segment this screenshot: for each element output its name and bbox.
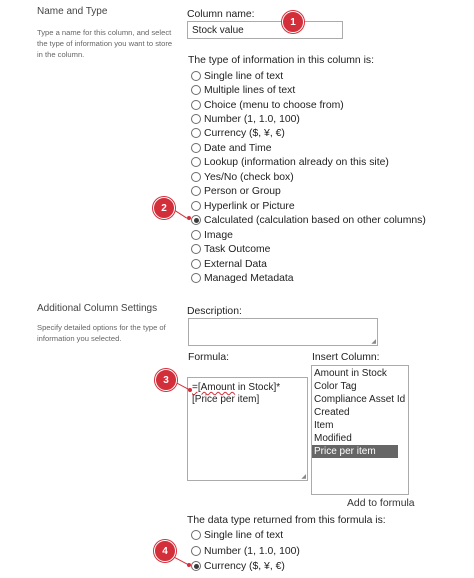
list-item-color-tag[interactable]: Color Tag — [314, 381, 357, 392]
column-name-input[interactable] — [187, 21, 343, 39]
radio-option-multiple-lines[interactable]: Multiple lines of text — [191, 83, 295, 97]
radio-button[interactable] — [191, 157, 201, 167]
section-title-additional-settings: Additional Column Settings — [37, 303, 158, 314]
radio-button[interactable] — [191, 201, 201, 211]
column-name-label: Column name: — [187, 9, 255, 20]
callout-badge-2: 2 — [153, 197, 175, 219]
formula-text: in Stock]*[Price per item] — [192, 382, 281, 405]
description-textarea[interactable] — [188, 318, 378, 346]
radio-option-date-time[interactable]: Date and Time — [191, 141, 272, 155]
return-option-number[interactable]: Number (1, 1.0, 100) — [191, 544, 300, 558]
resize-handle-icon[interactable]: ◢ — [301, 474, 306, 480]
radio-button[interactable] — [191, 273, 201, 283]
radio-button[interactable] — [191, 259, 201, 269]
radio-option-person-group[interactable]: Person or Group — [191, 184, 281, 198]
list-item-compliance-asset-id[interactable]: Compliance Asset Id — [314, 394, 406, 405]
column-type-label: The type of information in this column is: — [188, 55, 374, 66]
radio-button-selected[interactable] — [191, 561, 201, 571]
formula-label: Formula: — [188, 352, 229, 363]
section-title-name-type: Name and Type — [37, 6, 108, 17]
radio-option-calculated[interactable]: Calculated (calculation based on other columns) — [191, 213, 426, 227]
callout-badge-4: 4 — [154, 540, 176, 562]
radio-button[interactable] — [191, 186, 201, 196]
radio-button[interactable] — [191, 100, 201, 110]
radio-button[interactable] — [191, 230, 201, 240]
description-label: Description: — [187, 306, 242, 317]
radio-button[interactable] — [191, 530, 201, 540]
radio-button[interactable] — [191, 114, 201, 124]
radio-option-yes-no[interactable]: Yes/No (check box) — [191, 170, 294, 184]
callout-badge-1: 1 — [282, 11, 304, 33]
radio-button[interactable] — [191, 71, 201, 81]
radio-option-currency[interactable]: Currency ($, ¥, €) — [191, 126, 285, 140]
radio-button[interactable] — [191, 143, 201, 153]
radio-option-number[interactable]: Number (1, 1.0, 100) — [191, 112, 300, 126]
section-description-additional-settings: Specify detailed options for the type of information you selected. — [37, 323, 166, 343]
resize-handle-icon[interactable]: ◢ — [371, 339, 376, 345]
list-item-price-per-item[interactable]: Price per item — [312, 445, 398, 458]
radio-option-external-data[interactable]: External Data — [191, 257, 267, 271]
radio-option-hyperlink[interactable]: Hyperlink or Picture — [191, 199, 295, 213]
callout-pointer-dot-3 — [188, 388, 192, 392]
list-item-created[interactable]: Created — [314, 407, 350, 418]
radio-button[interactable] — [191, 128, 201, 138]
radio-option-task-outcome[interactable]: Task Outcome — [191, 242, 270, 256]
callout-badge-3: 3 — [155, 369, 177, 391]
radio-button[interactable] — [191, 172, 201, 182]
radio-button[interactable] — [191, 546, 201, 556]
radio-option-image[interactable]: Image — [191, 228, 233, 242]
formula-text-misspelled: =[Amount — [192, 382, 236, 393]
list-item-modified[interactable]: Modified — [314, 433, 352, 444]
callout-pointer-dot-4 — [187, 563, 191, 567]
radio-option-managed-metadata[interactable]: Managed Metadata — [191, 271, 294, 285]
radio-button-selected[interactable] — [191, 215, 201, 225]
callout-pointer-dot-2 — [187, 216, 191, 220]
return-type-label: The data type returned from this formula is: — [187, 515, 386, 526]
callout-pointer-4 — [173, 556, 188, 565]
add-to-formula-link[interactable]: Add to formula — [347, 498, 415, 509]
return-option-currency[interactable]: Currency ($, ¥, €) — [191, 559, 285, 573]
radio-button[interactable] — [191, 244, 201, 254]
section-description-name-type: Type a name for this column, and select the type of information you want to store in the column. — [37, 28, 173, 59]
list-item-amount-in-stock[interactable]: Amount in Stock — [314, 368, 387, 379]
radio-option-lookup[interactable]: Lookup (information already on this site) — [191, 155, 389, 169]
radio-option-choice[interactable]: Choice (menu to choose from) — [191, 98, 344, 112]
insert-column-listbox[interactable] — [311, 365, 409, 495]
list-item-item[interactable]: Item — [314, 420, 334, 431]
radio-button[interactable] — [191, 85, 201, 95]
insert-column-label: Insert Column: — [312, 352, 380, 363]
return-option-single-line[interactable]: Single line of text — [191, 528, 283, 542]
radio-option-single-line[interactable]: Single line of text — [191, 69, 283, 83]
formula-textarea[interactable] — [187, 377, 308, 481]
